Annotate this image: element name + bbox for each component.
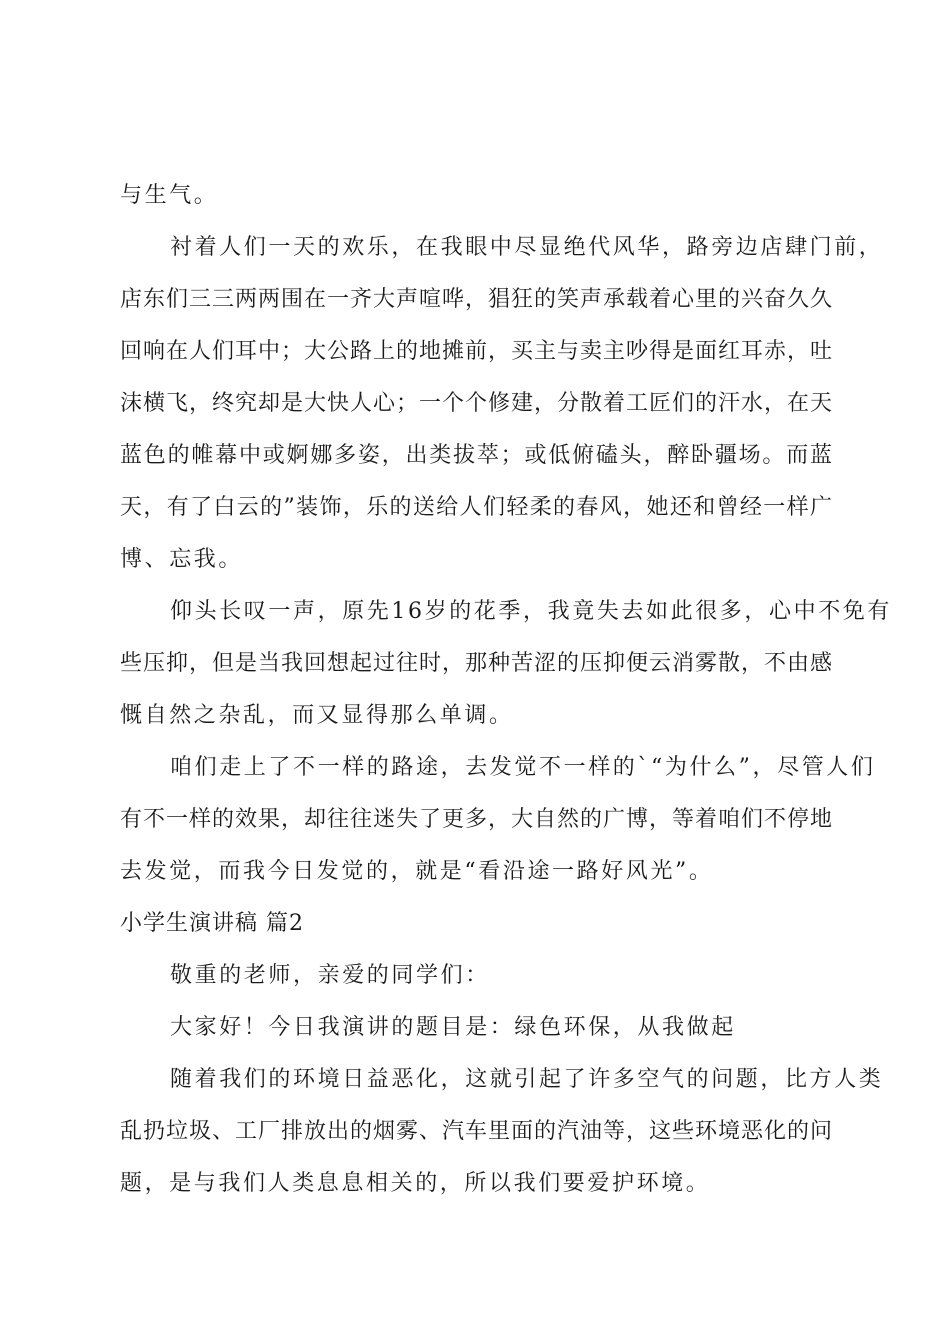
paragraph-line: 沫横飞，终究却是大快人心；一个个修建，分散着工匠们的汗水，在天 [120, 391, 832, 416]
paragraph-line: 咱们走上了不一样的路途，去发觉不一样的`“为什么”，尽管人们 [170, 755, 876, 780]
paragraph-line: 天，有了白云的”装饰，乐的送给人们轻柔的春风，她还和曾经一样广 [120, 495, 832, 520]
paragraph-line: 衬着人们一天的欢乐，在我眼中尽显绝代风华，路旁边店肆门前， [170, 235, 884, 260]
section-heading: 小学生演讲稿 篇2 [120, 911, 304, 936]
paragraph-line: 与生气。 [120, 183, 219, 208]
paragraph-line: 慨自然之杂乱，而又显得那么单调。 [120, 703, 514, 728]
paragraph-line: 蓝色的帷幕中或婀娜多姿，出类拔萃；或低俯磕头，醉卧疆场。而蓝 [120, 443, 832, 468]
paragraph-line: 店东们三三两两围在一齐大声喧哗，猖狂的笑声承载着心里的兴奋久久 [120, 287, 832, 312]
document-body [120, 180, 892, 1220]
paragraph-line: 些压抑，但是当我回想起过往时，那种苦涩的压抑便云消雾散，不由感 [120, 651, 832, 676]
paragraph-line: 博、忘我。 [120, 547, 244, 572]
salutation-line: 敬重的老师，亲爱的同学们： [170, 963, 490, 988]
paragraph-line: 题，是与我们人类息息相关的，所以我们要爱护环境。 [120, 1171, 711, 1196]
paragraph-line: 回响在人们耳中；大公路上的地摊前，买主与卖主吵得是面红耳赤，吐 [120, 339, 832, 364]
paragraph-line: 去发觉，而我今日发觉的，就是“看沿途一路好风光”。 [120, 859, 714, 884]
paragraph-line: 大家好！今日我演讲的题目是：绿色环保，从我做起 [170, 1015, 736, 1040]
paragraph-line: 随着我们的环境日益恶化，这就引起了许多空气的问题，比方人类 [170, 1067, 884, 1092]
paragraph-line: 乱扔垃圾、工厂排放出的烟雾、汽车里面的汽油等，这些环境恶化的问 [120, 1119, 832, 1144]
paragraph-line: 仰头长叹一声，原先16岁的花季，我竟失去如此很多，心中不免有 [170, 599, 892, 624]
paragraph-line: 有不一样的效果，却往往迷失了更多，大自然的广博，等着咱们不停地 [120, 807, 832, 832]
